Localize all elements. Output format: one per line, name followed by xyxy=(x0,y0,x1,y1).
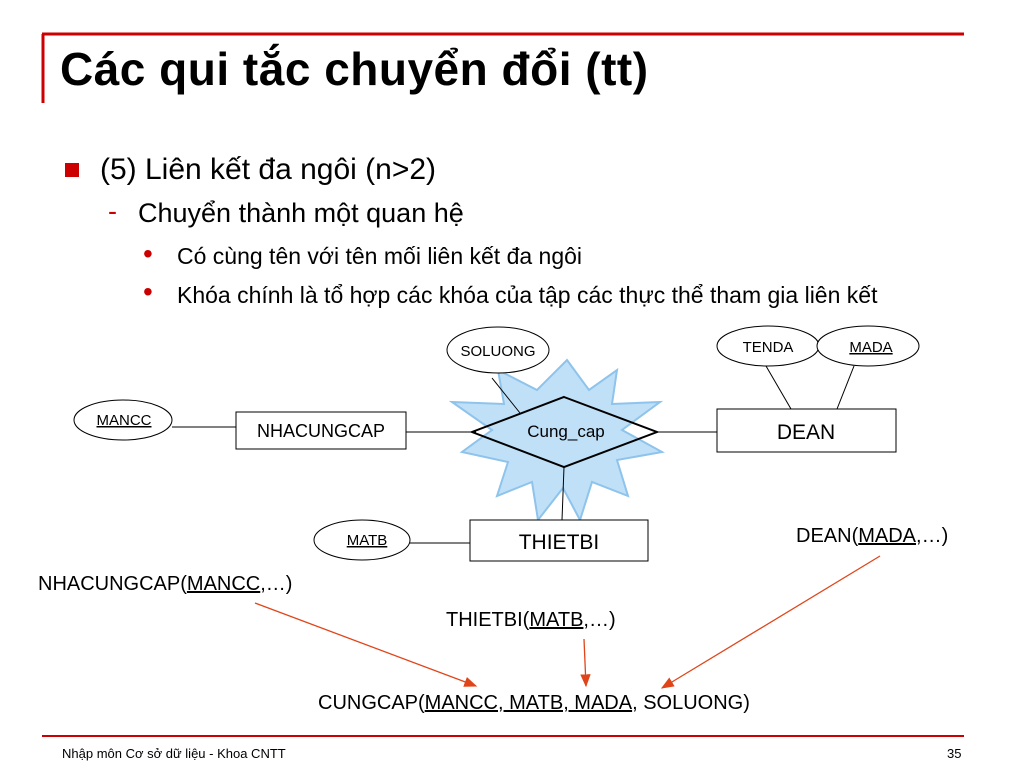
attribute-label: MADA xyxy=(849,339,893,356)
relation-nhacungcap: NHACUNGCAP(MANCC,…) xyxy=(38,573,293,595)
page-title: Các qui tắc chuyển đổi (tt) xyxy=(60,43,649,95)
bullet-level3-item: Có cùng tên với tên mối liên kết đa ngôi xyxy=(177,243,583,269)
attribute-label: SOLUONG xyxy=(460,343,536,360)
primary-key: MADA xyxy=(858,525,917,547)
entity-label: DEAN xyxy=(776,421,836,444)
bullet-level1: (5) Liên kết đa ngôi (n>2) xyxy=(100,153,437,186)
primary-key: MATB xyxy=(529,609,584,631)
relationship-label: Cung_cap xyxy=(527,422,605,441)
relation-dean: DEAN(MADA,…) xyxy=(796,525,949,547)
relation-cungcap: CUNGCAP(MANCC, MATB, MADA, SOLUONG) xyxy=(318,692,750,714)
bullet-level3-item: Khóa chính là tổ hợp các khóa của tập các thực thể tham gia liên kết xyxy=(177,282,878,308)
primary-key: MANCC xyxy=(186,573,261,595)
entity-label: THIETBI xyxy=(518,531,600,554)
attribute-label: MANCC xyxy=(96,412,152,429)
entity-label: NHACUNGCAP xyxy=(256,421,386,441)
attribute-label: MATB xyxy=(346,532,388,549)
relation-thietbi: THIETBI(MATB,…) xyxy=(446,609,616,631)
attribute-label: TENDA xyxy=(742,339,794,356)
footer-text: Nhập môn Cơ sở dữ liệu - Khoa CNTT xyxy=(62,746,286,761)
dot-bullet-marker: • xyxy=(143,276,153,307)
page-number: 35 xyxy=(947,746,962,761)
bullet-level2: Chuyển thành một quan hệ xyxy=(138,198,464,228)
dot-bullet-marker: • xyxy=(143,238,153,269)
primary-key: MANCC, MATB, MADA xyxy=(424,692,633,714)
dash-bullet-marker: - xyxy=(108,196,117,226)
